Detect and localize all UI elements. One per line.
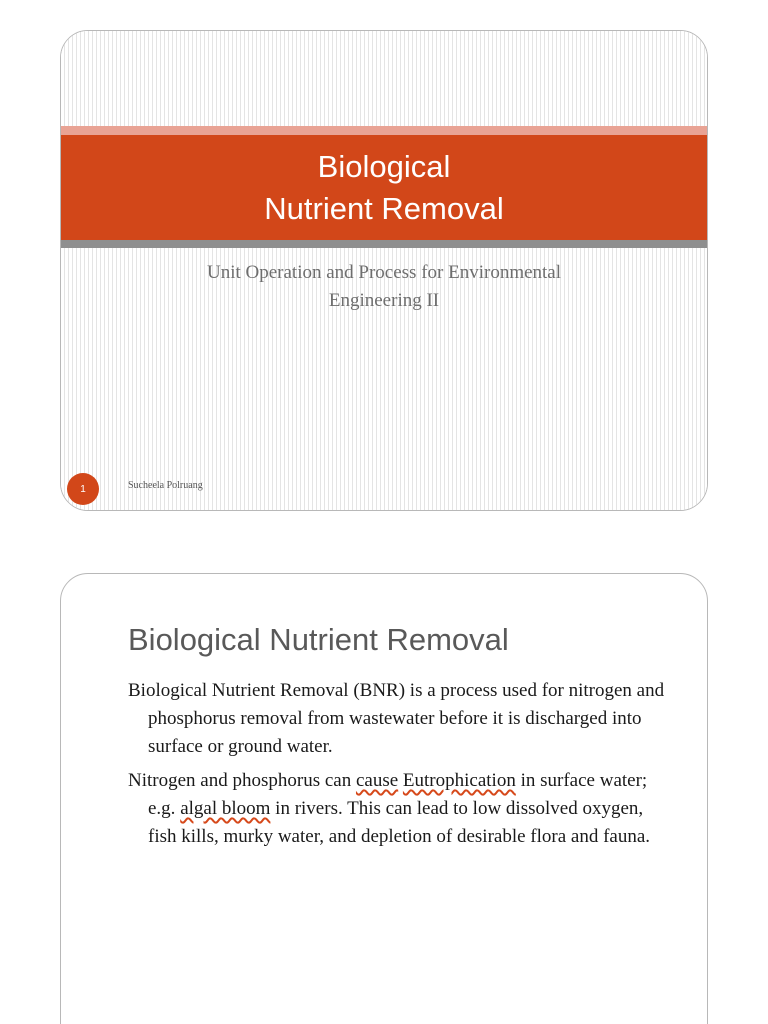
title-band-top-stripe xyxy=(61,126,707,135)
para2-text-4: in rivers. This can lead to low dissolved oxygen, fish kills, murky water, and depletion of desirable flora and fauna. xyxy=(148,798,651,847)
content-slide xyxy=(60,573,708,1024)
eutrophication-paragraph xyxy=(128,767,667,851)
subtitle-line-1: Unit Operation and Process for Environmental xyxy=(206,262,562,283)
para2-text-1: Nitrogen and phosphorus can xyxy=(128,770,356,791)
slide-body xyxy=(128,677,667,851)
title-band-bottom-stripe xyxy=(61,240,707,248)
title-band xyxy=(61,135,707,240)
title-slide xyxy=(60,30,708,511)
slide-title-line-1: Biological xyxy=(317,148,451,184)
slide-heading: Biological Nutrient Removal xyxy=(128,622,509,657)
bnr-definition-paragraph: Biological Nutrient Removal (BNR) is a process used for nitrogen and phosphorus removal from wastewater before it is discharged into surface or ground water. xyxy=(128,680,665,757)
annotated-word-cause: cause xyxy=(355,770,399,791)
subtitle-line-2: Engineering II xyxy=(328,290,440,311)
annotated-phrase-algal-bloom: algal bloom xyxy=(180,798,271,819)
page-number-badge: 1 xyxy=(67,473,99,505)
annotated-word-eutrophication: Eutrophication xyxy=(402,770,516,791)
slide-title-line-2: Nutrient Removal xyxy=(264,190,504,226)
author-name: Sucheela Polruang xyxy=(128,480,203,491)
para2-text-3: in surface water; e.g. xyxy=(148,770,648,819)
slide-subtitle xyxy=(121,259,647,315)
